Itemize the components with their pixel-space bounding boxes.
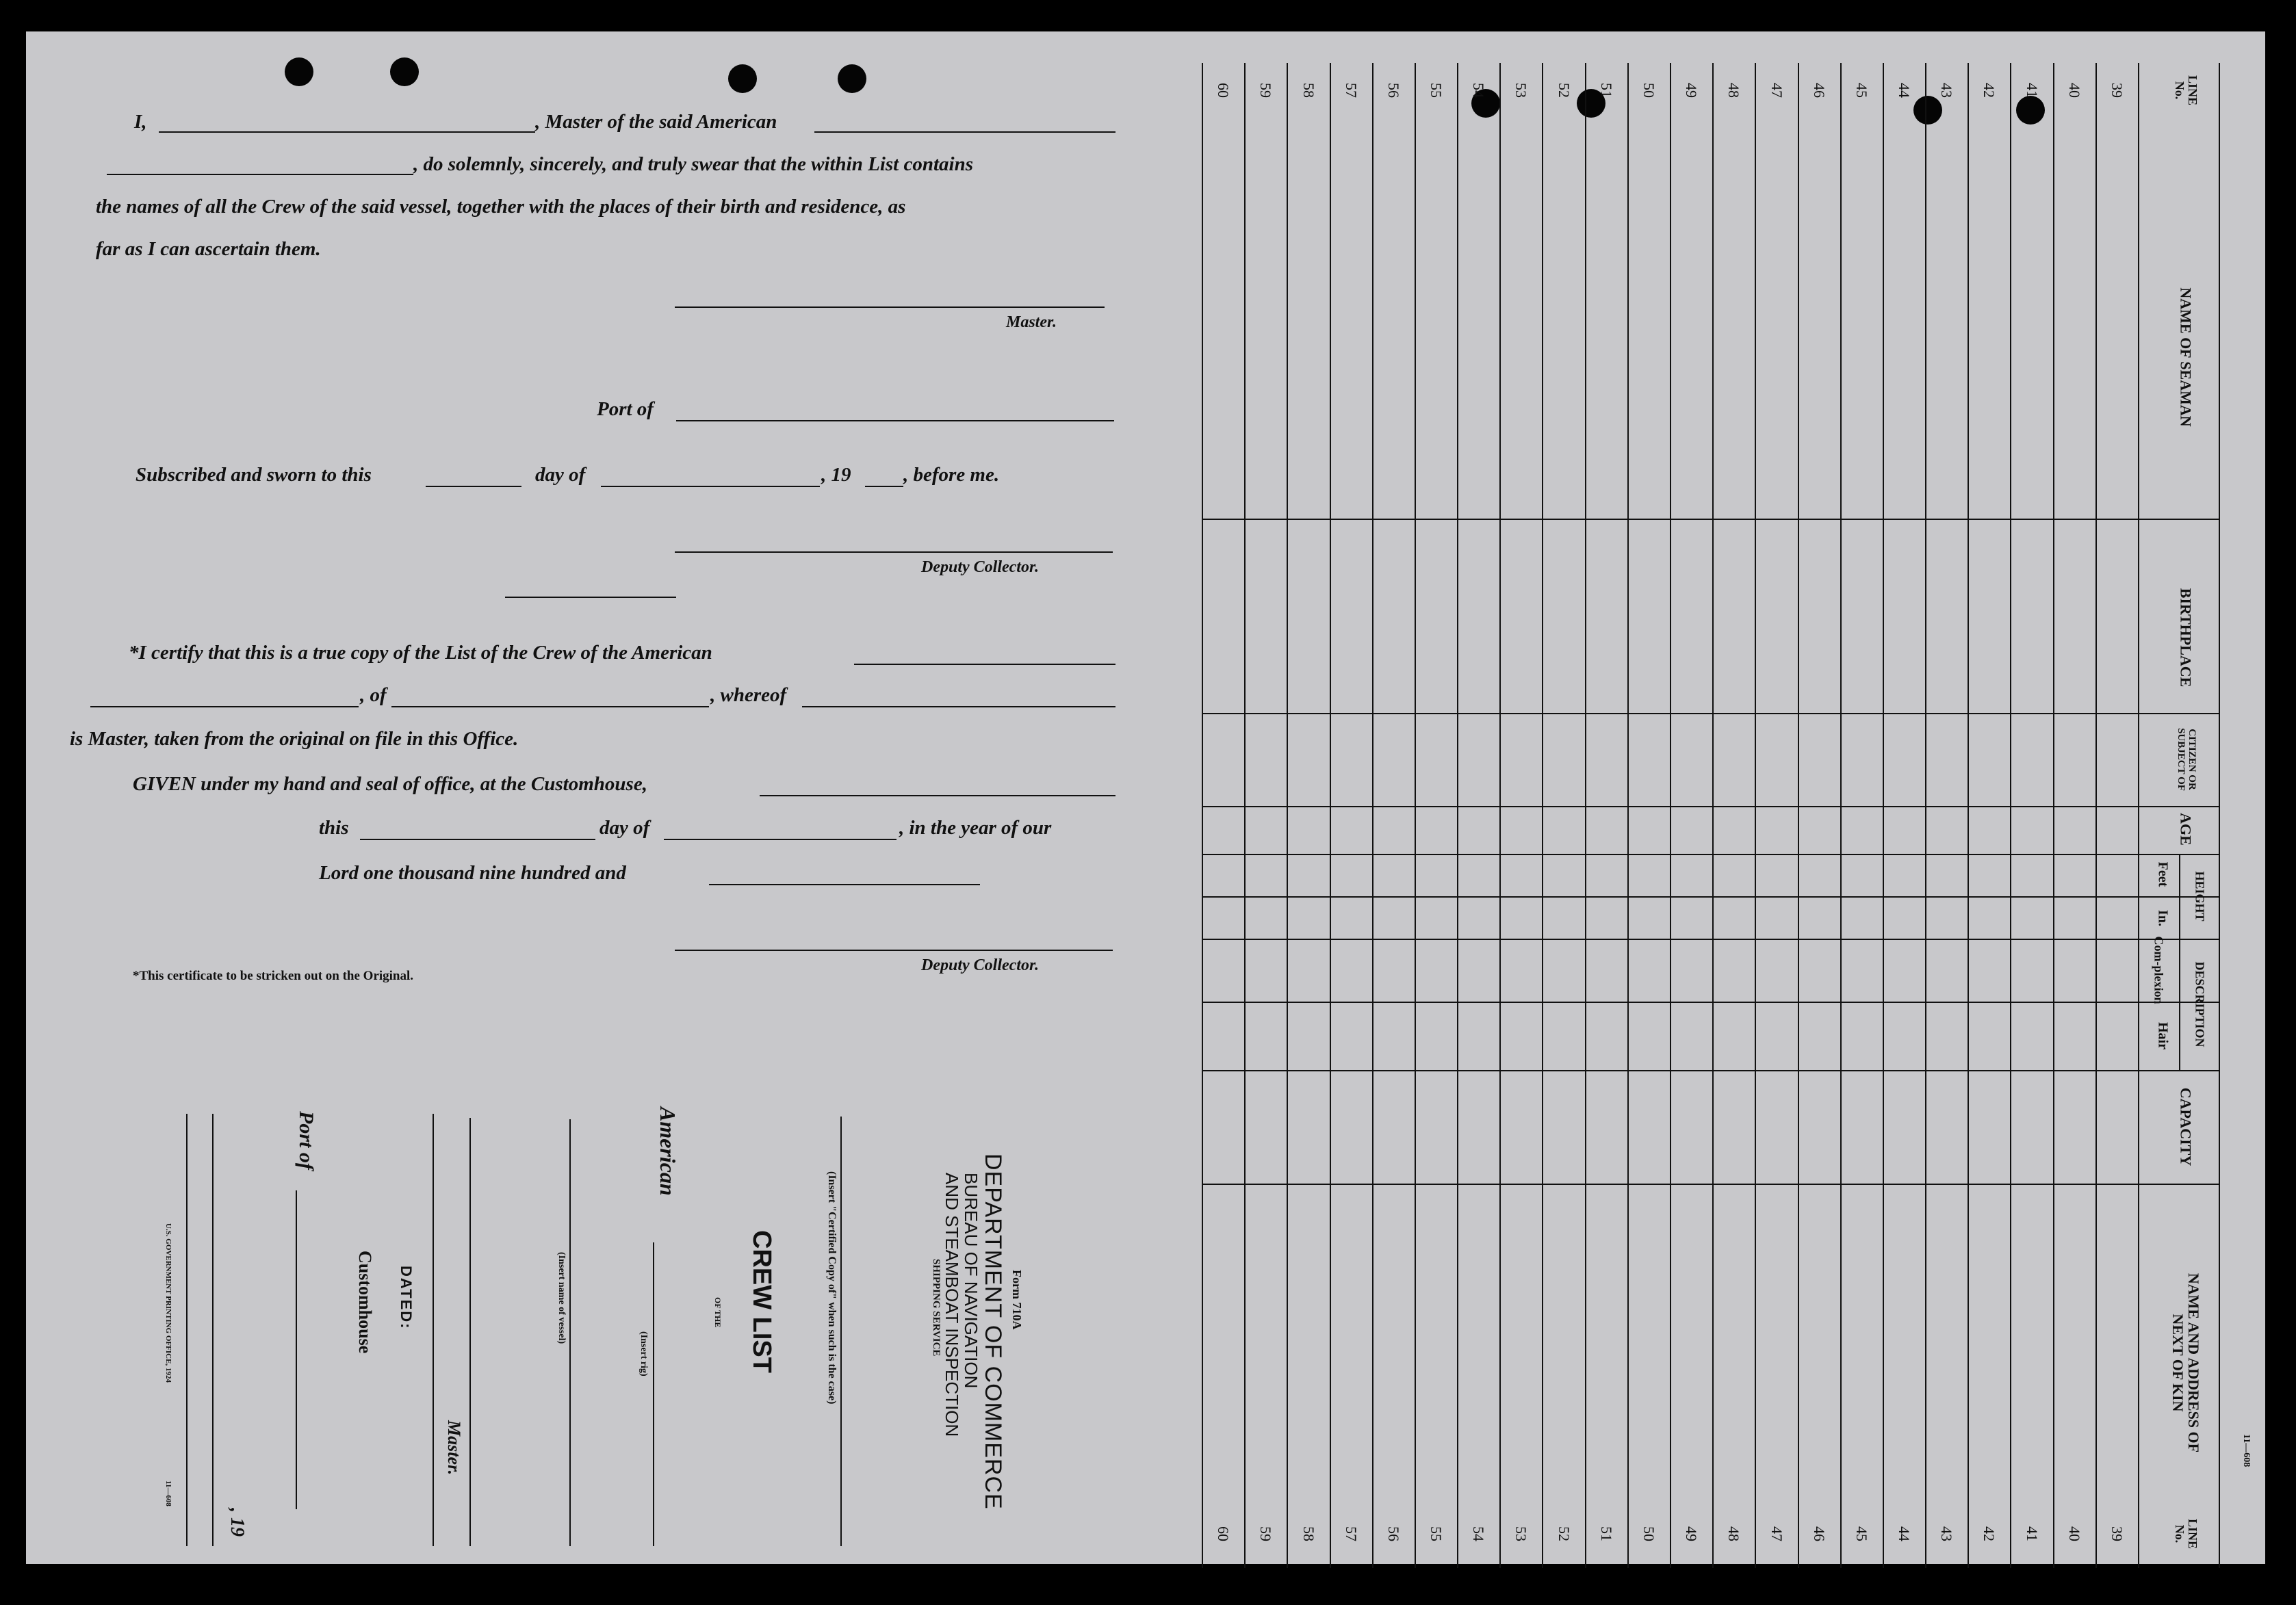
port-of-label: Port of xyxy=(597,398,654,420)
crew-row[interactable] xyxy=(1203,118,1243,1500)
year-19-label: , 19 xyxy=(821,464,851,486)
punch-hole xyxy=(728,64,757,93)
header-column-edge xyxy=(2219,63,2220,1568)
line-number-bottom: 51 xyxy=(1598,1526,1615,1541)
line-number-top: 50 xyxy=(1640,83,1657,98)
crew-row[interactable] xyxy=(1331,118,1371,1500)
insert-rig-label: (Insert rig) xyxy=(639,1331,649,1376)
line-number-bottom: 41 xyxy=(2023,1526,2041,1541)
cert-day-of-label: day of xyxy=(599,817,650,839)
line-number-top: 44 xyxy=(1896,83,1913,98)
line-number-bottom: 56 xyxy=(1385,1526,1402,1541)
steamboat-title: AND STEAMBOAT INSPECTION xyxy=(942,1173,962,1437)
oath-i: I, xyxy=(134,111,147,133)
crew-row[interactable] xyxy=(2011,118,2052,1500)
header-inches: In. xyxy=(2155,910,2171,926)
department-title: DEPARTMENT OF COMMERCE xyxy=(980,1153,1006,1510)
crew-row[interactable] xyxy=(1884,118,1924,1500)
cert-deputy-signature-line[interactable] xyxy=(675,950,1113,951)
crew-list-title: CREW LIST xyxy=(747,1230,776,1373)
header-feet: Feet xyxy=(2155,861,2171,887)
crew-row[interactable] xyxy=(1416,118,1456,1500)
crew-row[interactable] xyxy=(1842,118,1881,1500)
cert-day-field[interactable] xyxy=(360,839,595,840)
american-label: American xyxy=(656,1107,680,1196)
divider-rule xyxy=(505,597,676,598)
line-number-top: 53 xyxy=(1512,83,1530,98)
cert-month-field[interactable] xyxy=(664,839,897,840)
deputy-collector-label: Deputy Collector. xyxy=(921,558,1039,576)
crew-row[interactable] xyxy=(1799,118,1839,1500)
given-text: GIVEN under my hand and seal of office, at the Customhouse, xyxy=(133,773,647,795)
cert-port-field[interactable] xyxy=(391,706,709,707)
line-number-top: 45 xyxy=(1853,83,1870,98)
header-hair: Hair xyxy=(2155,1022,2171,1049)
header-sub-divider xyxy=(2179,854,2180,939)
header-description: DESCRIPTION xyxy=(2193,961,2207,1047)
lord-text: Lord one thousand nine hundred and xyxy=(319,862,626,884)
line-number-bottom: 59 xyxy=(1257,1526,1274,1541)
cert-deputy-collector-label: Deputy Collector. xyxy=(921,956,1039,974)
header-line-no-bottom: LINE No. xyxy=(2173,1518,2200,1549)
crew-table xyxy=(1202,63,2228,1568)
line-number-top: 51 xyxy=(1598,83,1615,98)
header-height: HEIGHT xyxy=(2193,871,2207,922)
cover-left-rule-b xyxy=(212,1114,214,1546)
line-number-bottom: 54 xyxy=(1470,1526,1487,1541)
line-number-top: 59 xyxy=(1257,83,1274,98)
crew-row[interactable] xyxy=(1756,118,1796,1500)
line-number-top: 40 xyxy=(2066,83,2083,98)
crew-row[interactable] xyxy=(1458,118,1498,1500)
header-citizen: CITIZEN OR SUBJECT OF xyxy=(2176,728,2197,791)
sworn-month-field[interactable] xyxy=(601,486,820,487)
punch-hole xyxy=(285,57,313,86)
crew-row[interactable] xyxy=(1586,118,1626,1500)
header-capacity: CAPACITY xyxy=(2177,1087,2195,1166)
line-number-bottom: 60 xyxy=(1215,1526,1232,1541)
row-divider xyxy=(2138,63,2139,1568)
form-number: Form 710A xyxy=(1010,1270,1024,1330)
line-number-bottom: 55 xyxy=(1428,1526,1445,1541)
line-number-top: 46 xyxy=(1811,83,1828,98)
line-number-top: 57 xyxy=(1343,83,1360,98)
printing-office: U.S. GOVERNMENT PRINTING OFFICE, 1924 xyxy=(164,1223,172,1383)
line-number-bottom: 52 xyxy=(1555,1526,1573,1541)
crew-row[interactable] xyxy=(1373,118,1413,1500)
header-line-no: LINE No. xyxy=(2173,75,2200,105)
subscribed-label: Subscribed and sworn to this xyxy=(136,464,372,486)
bureau-title: BUREAU OF NAVIGATION xyxy=(961,1173,981,1389)
oath-master-of: , Master of the said American xyxy=(535,111,777,133)
cover-left-rule-a xyxy=(186,1114,188,1546)
of-the-label: OF THE xyxy=(713,1297,723,1328)
line-number-top: 60 xyxy=(1215,83,1232,98)
cover-year-label: , 19 xyxy=(227,1508,248,1537)
oath-names: the names of all the Crew of the said vessel, together with the places of their birth and residence, as xyxy=(96,196,906,218)
cert-vessel-name-field[interactable] xyxy=(90,706,359,707)
line-number-bottom: 53 xyxy=(1512,1526,1530,1541)
table-print-code: 11—608 xyxy=(2241,1434,2252,1467)
whereof-label: , whereof xyxy=(710,684,787,706)
line-number-top: 54 xyxy=(1470,83,1487,98)
crew-row[interactable] xyxy=(1501,118,1540,1500)
line-number-bottom: 46 xyxy=(1811,1526,1828,1541)
cert-year-field[interactable] xyxy=(709,884,980,885)
cover-print-code: 11—608 xyxy=(164,1480,172,1506)
line-number-bottom: 50 xyxy=(1640,1526,1657,1541)
cover-port-line[interactable] xyxy=(296,1190,297,1509)
cert-this-label: this xyxy=(319,817,349,839)
crew-row[interactable] xyxy=(1288,118,1328,1500)
before-me-label: , before me. xyxy=(903,464,1000,486)
line-number-top: 42 xyxy=(1981,83,1998,98)
oath-far: far as I can ascertain them. xyxy=(96,238,321,260)
line-number-bottom: 43 xyxy=(1938,1526,1955,1541)
crew-list-form xyxy=(26,31,2265,1564)
header-next-of-kin: NAME AND ADDRESS OF NEXT OF KIN xyxy=(2169,1273,2203,1453)
is-master-text: is Master, taken from the original on file in this Office. xyxy=(70,728,519,750)
line-number-bottom: 49 xyxy=(1683,1526,1700,1541)
cert-of-label: , of xyxy=(360,684,387,706)
punch-hole xyxy=(390,57,419,86)
vessel-name-line[interactable] xyxy=(569,1119,571,1546)
crew-row[interactable] xyxy=(1714,118,1753,1500)
master-name-field[interactable] xyxy=(159,131,535,133)
line-number-top: 49 xyxy=(1683,83,1700,98)
header-sub-divider xyxy=(2179,939,2180,1070)
line-number-top: 56 xyxy=(1385,83,1402,98)
cert-vessel-rig-field[interactable] xyxy=(854,664,1115,665)
vessel-name-field[interactable] xyxy=(107,174,413,175)
line-number-top: 58 xyxy=(1300,83,1317,98)
rig-line[interactable] xyxy=(653,1242,654,1546)
shipping-service: SHIPPING SERVICE xyxy=(931,1259,942,1357)
customhouse-field[interactable] xyxy=(760,795,1115,796)
crew-row[interactable] xyxy=(1671,118,1711,1500)
oath-swear: , do solemnly, sincerely, and truly swear that the within List contains xyxy=(413,153,974,175)
in-year-label: , in the year of our xyxy=(899,817,1052,839)
crew-row[interactable] xyxy=(2097,118,2137,1500)
vessel-rig-field[interactable] xyxy=(814,131,1115,133)
header-name-of-seaman: NAME OF SEAMAN xyxy=(2177,287,2195,427)
line-number-bottom: 40 xyxy=(2066,1526,2083,1541)
line-number-bottom: 47 xyxy=(1768,1526,1785,1541)
cover-master-label: Master. xyxy=(444,1420,464,1476)
certify-text: *I certify that this is a true copy of the List of the Crew of the American xyxy=(129,642,712,664)
crew-row[interactable] xyxy=(1969,118,2009,1500)
line-number-bottom: 44 xyxy=(1896,1526,1913,1541)
day-of-label: day of xyxy=(535,464,586,486)
certificate-footnote: *This certificate to be stricken out on the Original. xyxy=(133,969,414,983)
line-number-bottom: 42 xyxy=(1981,1526,1998,1541)
line-number-bottom: 48 xyxy=(1725,1526,1742,1541)
cover-port-of-label: Port of xyxy=(295,1111,318,1170)
line-number-top: 55 xyxy=(1428,83,1445,98)
line-number-bottom: 45 xyxy=(1853,1526,1870,1541)
line-number-top: 47 xyxy=(1768,83,1785,98)
sworn-day-field[interactable] xyxy=(426,486,521,487)
insert-name-label: (Insert name of vessel) xyxy=(556,1252,567,1344)
header-age: AGE xyxy=(2177,813,2195,846)
deputy-signature-line[interactable] xyxy=(675,551,1113,553)
port-field[interactable] xyxy=(676,420,1114,421)
crew-row[interactable] xyxy=(1926,118,1966,1500)
line-number-top: 48 xyxy=(1725,83,1742,98)
master-signature-label: Master. xyxy=(1006,313,1057,331)
sworn-year-field[interactable] xyxy=(865,486,903,487)
crew-row[interactable] xyxy=(1246,118,1285,1500)
line-number-bottom: 39 xyxy=(2108,1526,2126,1541)
dated-label: DATED: xyxy=(398,1266,415,1330)
punch-hole xyxy=(838,64,866,93)
crew-row[interactable] xyxy=(1543,118,1584,1500)
certified-copy-line xyxy=(840,1117,842,1546)
line-number-top: 39 xyxy=(2108,83,2126,98)
customhouse-label: Customhouse xyxy=(355,1251,375,1354)
master-line-b[interactable] xyxy=(433,1114,434,1546)
header-complexion: Com-plexion xyxy=(2152,936,2166,1004)
header-birthplace: BIRTHPLACE xyxy=(2177,588,2195,688)
cert-master-field[interactable] xyxy=(802,706,1115,707)
certified-copy-note: (Insert "Certified Copy of" when such is the case) xyxy=(826,1171,838,1405)
line-number-top: 52 xyxy=(1555,83,1573,98)
crew-row[interactable] xyxy=(2054,118,2094,1500)
line-number-bottom: 58 xyxy=(1300,1526,1317,1541)
line-number-bottom: 57 xyxy=(1343,1526,1360,1541)
line-number-top: 43 xyxy=(1938,83,1955,98)
master-signature-line[interactable] xyxy=(675,306,1105,308)
master-line-a[interactable] xyxy=(469,1118,471,1546)
line-number-top: 41 xyxy=(2023,83,2041,98)
crew-row[interactable] xyxy=(1629,118,1668,1500)
